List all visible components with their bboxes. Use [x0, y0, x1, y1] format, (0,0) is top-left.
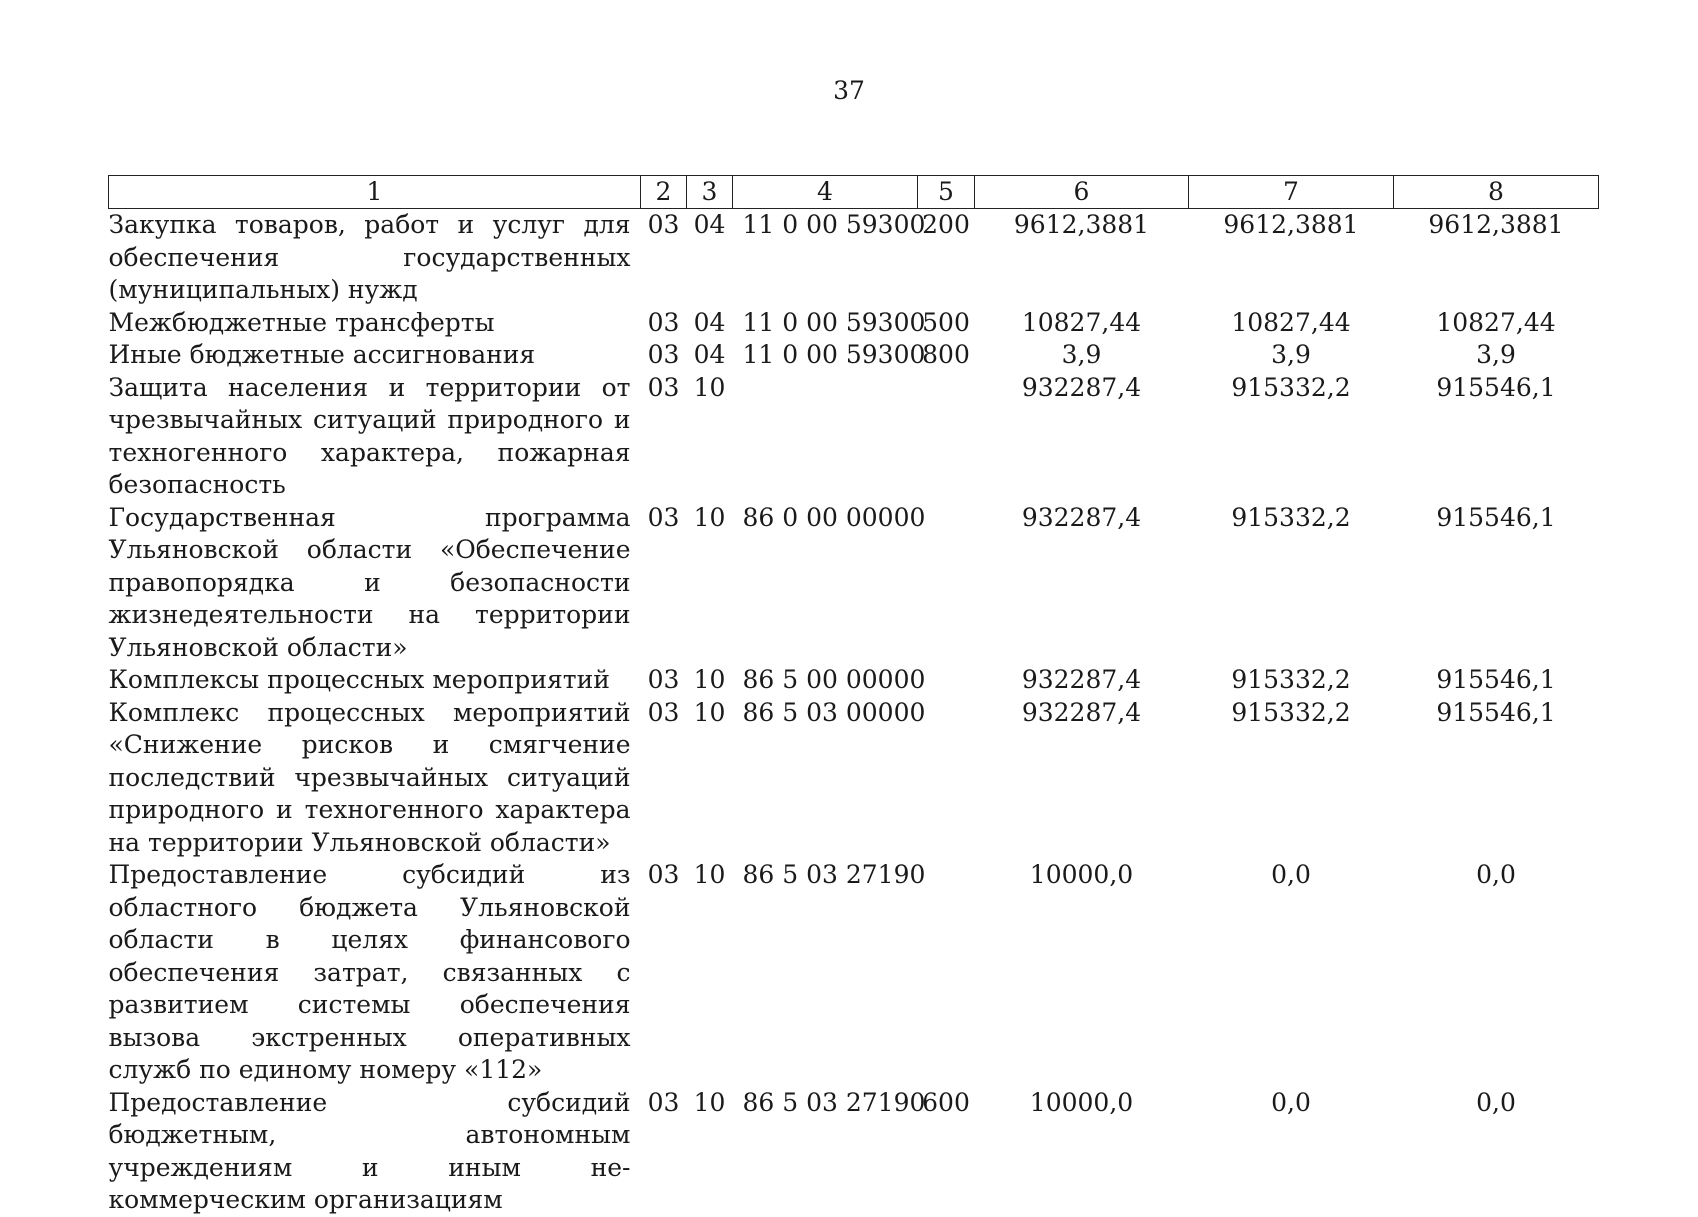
table-header [109, 176, 1599, 209]
table-row [109, 372, 1599, 502]
section-code: 03 [647, 340, 680, 369]
amount-col8: 0,0 [1476, 1087, 1516, 1117]
amount-col6: 10000,0 [1029, 1087, 1134, 1117]
row-name: Предоставление субсидий из областного бюджета Ульяновской области в целях финансового обеспечения затрат, связанных с развитием системы обеспечения вызова экстренных оперативных служб по единому номеру «112» [108, 860, 631, 1084]
amount-col6: 932287,4 [1021, 697, 1142, 727]
amount-col7: 915332,2 [1231, 665, 1351, 694]
amount-col8: 915546,1 [1436, 372, 1556, 402]
section-code: 03 [647, 697, 680, 727]
section-code: 03 [647, 860, 680, 889]
section-code: 03 [647, 372, 680, 402]
target-article-code: 11 0 00 59300 [742, 210, 926, 239]
subsection-code: 04 [693, 340, 726, 369]
section-code: 03 [647, 210, 680, 239]
amount-col7: 0,0 [1271, 1087, 1311, 1117]
subsection-code: 10 [693, 697, 726, 727]
target-article-code: 11 0 00 59300 [742, 340, 926, 369]
budget-table [108, 175, 1599, 1217]
row-name: Комплексы процессных мероприятий [108, 665, 610, 694]
row-name: Межбюджетные трансферты [108, 307, 495, 337]
amount-col8: 0,0 [1476, 860, 1516, 889]
section-code: 03 [647, 1087, 680, 1117]
expense-type-code: 600 [922, 1087, 970, 1117]
target-article-code: 11 0 00 59300 [742, 307, 926, 337]
target-article-code: 86 5 03 27190 [742, 1087, 926, 1117]
row-name: Комплекс процессных мероприятий «Снижение рисков и смягчение последствий чрезвычайных ситуаций природного и техногенного характера на территории Ульяновской области» [108, 697, 631, 857]
table-row [109, 697, 1599, 860]
expense-type-code [918, 664, 975, 697]
target-article-code [733, 372, 918, 502]
expense-type-code [918, 502, 975, 665]
target-article-code: 86 5 03 00000 [742, 697, 926, 727]
amount-col8: 915546,1 [1436, 502, 1556, 532]
table-row [109, 307, 1599, 340]
amount-col6: 3,9 [1061, 340, 1102, 369]
target-article-code: 86 0 00 00000 [742, 502, 926, 532]
amount-col6: 9612,3881 [1013, 210, 1150, 239]
amount-col8: 9612,3881 [1428, 210, 1564, 239]
section-code: 03 [647, 665, 680, 694]
amount-col6: 932287,4 [1021, 665, 1142, 694]
header-cell: 8 [1394, 176, 1599, 209]
expense-type-code: 200 [922, 210, 970, 239]
amount-col7: 10827,44 [1231, 307, 1351, 337]
amount-col7: 3,9 [1271, 340, 1311, 369]
amount-col6: 932287,4 [1021, 372, 1142, 402]
row-name: Государственная программа Ульяновской области «Обеспечение правопорядка и безопасности жизнедеятельности на территории Ульяновской области» [108, 502, 631, 662]
expense-type-code [918, 372, 975, 502]
row-name: Закупка товаров, работ и услуг для обеспечения государственных (муниципальных) нужд [108, 210, 631, 304]
table-row [109, 209, 1599, 307]
amount-col6: 10827,44 [1021, 307, 1142, 337]
amount-col7: 915332,2 [1231, 502, 1351, 532]
header-cell: 6 [975, 176, 1189, 209]
expense-type-code: 800 [922, 340, 970, 369]
table-row [109, 664, 1599, 697]
table-row [109, 502, 1599, 665]
amount-col8: 915546,1 [1436, 697, 1556, 727]
target-article-code: 86 5 03 27190 [742, 860, 926, 889]
header-cell: 2 [641, 176, 687, 209]
table-row [109, 1087, 1599, 1217]
amount-col6: 10000,0 [1029, 860, 1134, 889]
expense-type-code: 500 [922, 307, 970, 337]
table-body [109, 209, 1599, 1217]
subsection-code: 10 [693, 1087, 726, 1117]
target-article-code: 86 5 00 00000 [742, 665, 926, 694]
header-cell: 1 [109, 176, 641, 209]
header-row [109, 176, 1599, 209]
row-name: Предоставление субсидий бюджетным, автономным учреждениям и иным некоммерческим организациям [108, 1087, 631, 1214]
header-cell: 7 [1189, 176, 1394, 209]
header-cell: 4 [733, 176, 918, 209]
header-cell: 3 [687, 176, 733, 209]
amount-col8: 3,9 [1476, 340, 1516, 369]
table-row [109, 339, 1599, 372]
row-name: Иные бюджетные ассигнования [108, 340, 536, 369]
expense-type-code [918, 697, 975, 860]
amount-col7: 0,0 [1271, 860, 1311, 889]
amount-col6: 932287,4 [1021, 502, 1142, 532]
subsection-code: 10 [693, 665, 726, 694]
section-code: 03 [647, 502, 680, 532]
row-name: Защита населения и территории от чрезвычайных ситуаций природного и техногенного характера, пожарная безопасность [108, 372, 631, 499]
subsection-code: 10 [693, 372, 726, 402]
amount-col7: 915332,2 [1231, 372, 1351, 402]
subsection-code: 10 [693, 860, 726, 889]
amount-col8: 10827,44 [1436, 307, 1556, 337]
amount-col8: 915546,1 [1436, 665, 1556, 694]
header-cell: 5 [918, 176, 975, 209]
section-code: 03 [647, 307, 680, 337]
amount-col7: 915332,2 [1231, 697, 1351, 727]
subsection-code: 04 [693, 307, 726, 337]
page-number: 37 [833, 76, 865, 105]
subsection-code: 10 [693, 502, 726, 532]
table-row [109, 859, 1599, 1087]
amount-col7: 9612,3881 [1223, 210, 1359, 239]
expense-type-code [918, 859, 975, 1087]
subsection-code: 04 [693, 210, 726, 239]
